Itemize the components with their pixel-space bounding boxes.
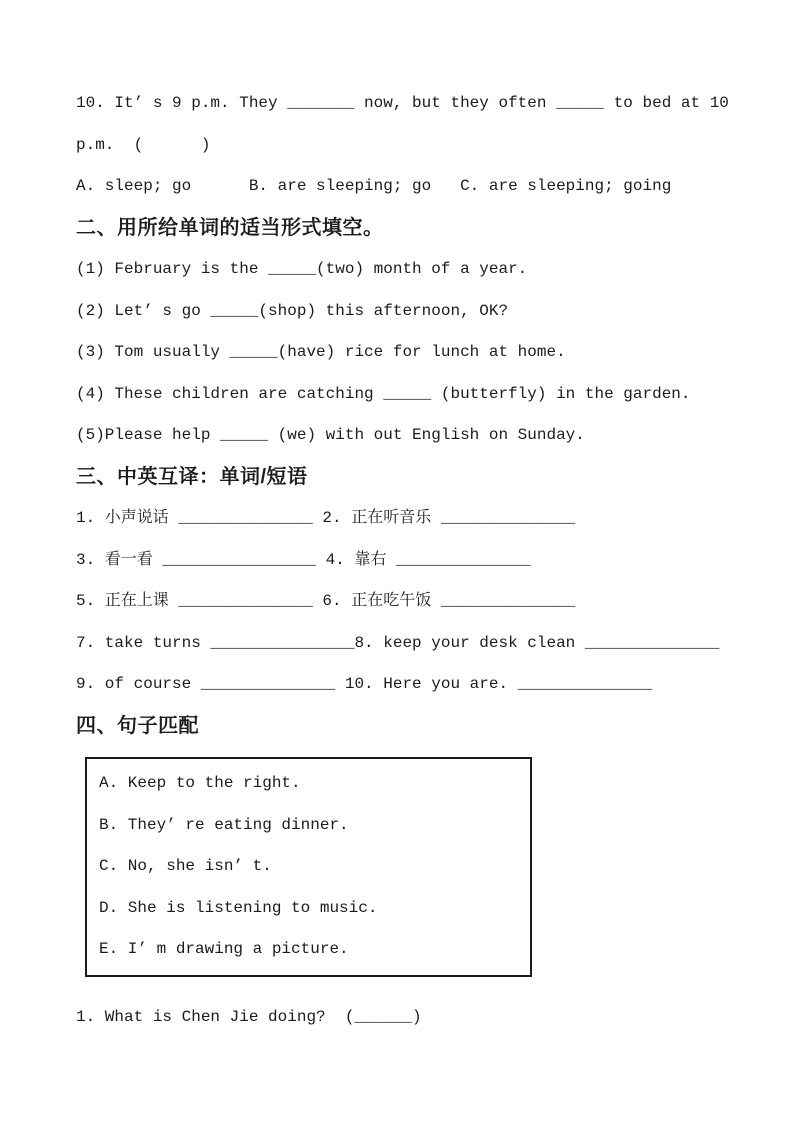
fill-blank-item-4: (4) These children are catching _____ (butterfly) in the garden. bbox=[76, 384, 691, 403]
translation-line-3-4: 3. 看一看 ________________ 4. 靠右 ______________ bbox=[76, 550, 531, 569]
fill-blank-item-2: (2) Let’ s go _____(shop) this afternoon, OK? bbox=[76, 301, 509, 320]
fill-blank-item-5: (5)Please help _____ (we) with out English on Sunday. bbox=[76, 426, 585, 444]
match-option-c: C. No, she isn’ t. bbox=[99, 857, 272, 875]
section-three-heading: 三、中英互译：单词/短语 bbox=[76, 465, 308, 488]
match-option-a: A. Keep to the right. bbox=[99, 774, 301, 792]
translation-line-5-6: 5. 正在上课 ______________ 6. 正在吃午饭 ______________ bbox=[76, 592, 576, 610]
section-two-heading: 二、用所给单词的适当形式填空。 bbox=[76, 216, 384, 239]
translation-line-9-10: 9. of course ______________ 10. Here you are. ______________ bbox=[76, 675, 653, 693]
section-four-heading: 四、句子匹配 bbox=[76, 714, 199, 737]
question-10-options: A. sleep; go B. are sleeping; go C. are sleeping; going bbox=[76, 177, 672, 195]
match-option-b: B. They’ re eating dinner. bbox=[99, 815, 349, 834]
match-option-e: E. I’ m drawing a picture. bbox=[99, 940, 349, 958]
question-10-stem-line-1: 10. It’ s 9 p.m. They _______ now, but they often _____ to bed at 10 bbox=[76, 94, 729, 112]
fill-blank-item-1: (1) February is the _____(two) month of a year. bbox=[76, 260, 528, 278]
match-option-d: D. She is listening to music. bbox=[99, 898, 378, 917]
question-10-stem-line-2: p.m. ( ) bbox=[76, 135, 211, 154]
match-question-1: 1. What is Chen Jie doing? (______) bbox=[76, 1007, 422, 1026]
fill-blank-item-3: (3) Tom usually _____(have) rice for lunch at home. bbox=[76, 343, 566, 361]
translation-line-1-2: 1. 小声说话 ______________ 2. 正在听音乐 ______________ bbox=[76, 509, 576, 527]
translation-line-7-8: 7. take turns _______________8. keep your desk clean ______________ bbox=[76, 633, 720, 652]
match-options-box bbox=[85, 757, 532, 977]
